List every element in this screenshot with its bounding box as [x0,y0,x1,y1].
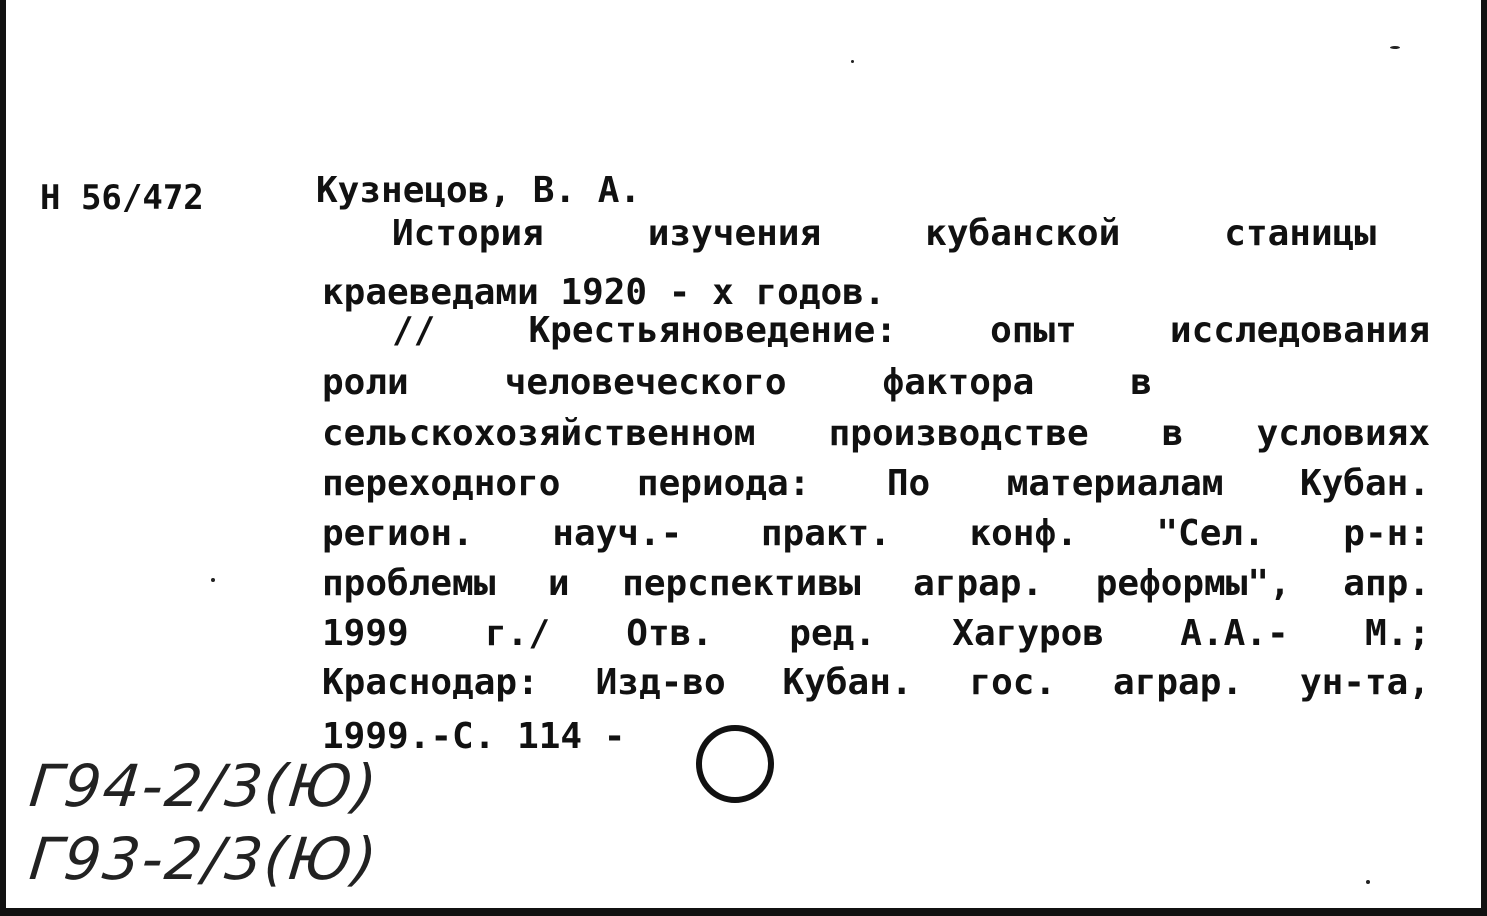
description-line: 1999 г./ Отв. ред. Хагуров А.А.- М.; [322,613,1430,654]
handwritten-note: Г94-2/3(Ю) [26,752,382,820]
scan-speck [1366,880,1370,884]
card-punch-hole [696,725,774,803]
title-line: краеведами 1920 - х годов. [322,272,886,313]
scan-speck [1390,46,1400,49]
description-line: проблемы и перспективы аграр. реформы", апр. [322,563,1430,604]
author: Кузнецов, В. А. [316,170,642,211]
description-line: сельскохозяйственном производстве в условиях [322,413,1430,454]
scan-speck [211,578,215,582]
description-line: переходного периода: По материалам Кубан. [322,463,1430,504]
title-line: История изучения кубанской станицы [392,213,1376,254]
description-line: // Крестьяноведение: опыт исследования [392,310,1430,351]
scan-speck [851,60,854,63]
description-line: 1999.-С. 114 - [322,716,626,757]
description-line: роли человеческого фактора в [322,362,1152,403]
description-line: регион. науч.- практ. конф. "Сел. р-н: [322,513,1430,554]
description-line: Краснодар: Изд-во Кубан. гос. аграр. ун-та, [322,662,1430,703]
shelf-mark: Н 56/472 [40,178,204,218]
handwritten-note: Г93-2/3(Ю) [26,825,382,893]
